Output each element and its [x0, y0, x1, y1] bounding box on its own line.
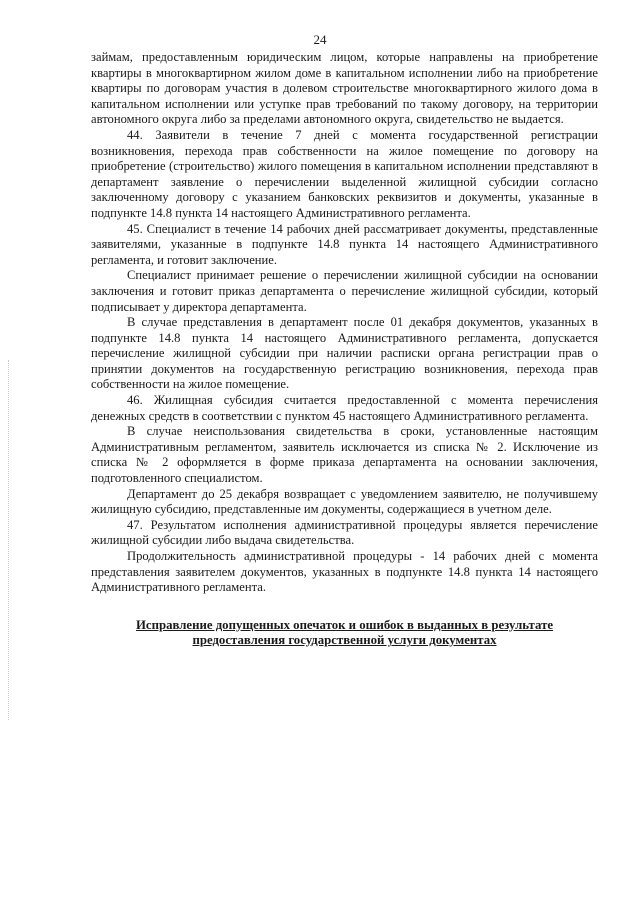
paragraph: займам, предоставленным юридическим лицом, которые направлены на приобретение квартиры в многоквартирном жилом доме в капитальном исполнении либо на приобретение квартиры по договорам участия в долевом строительстве многоквартирного жилого дома в капитальном исполнении или уступке прав требований по такому договору, на территории автономного округа либо за пределами автономного округа, свидетельство не выдается. — [91, 50, 598, 127]
scan-margin-marks — [8, 360, 11, 720]
paragraph-47: 47. Результатом исполнения административной процедуры является перечисление жилищной субсидии либо выдача свидетельства. — [91, 517, 598, 548]
paragraph-45: 45. Специалист в течение 14 рабочих дней рассматривает документы, представленные заявителями, указанные в подпункте 14.8 пункта 14 настоящего Административного регламента, и готовит заключение. — [91, 221, 598, 267]
document-body — [91, 50, 598, 649]
paragraph: В случае неиспользования свидетельства в сроки, установленные настоящим Административным регламентом, заявитель исключается из списка № 2. Исключение из списка № 2 оформляется в форме приказа департамента на основании заключения, подготовленного специалистом. — [91, 424, 598, 486]
paragraph-46: 46. Жилищная субсидия считается предоставленной с момента перечисления денежных средств в соответствии с пунктом 45 настоящего Административного регламента. — [91, 393, 598, 423]
paragraph: В случае представления в департамент после 01 декабря документов, указанных в подпункте 14.8 пункта 14 настоящего Административного регламента, допускается перечисление жилищной субсидии при наличии расписки органа регистрации прав о принятии документов на государственную регистрацию возникновения, перехода прав собственности на жилое помещение. — [91, 315, 598, 392]
paragraph: Департамент до 25 декабря возвращает с уведомлением заявителю, не получившему жилищную субсидию, представленные им документы, содержащиеся в учетном деле. — [91, 486, 598, 517]
paragraph: Специалист принимает решение о перечислении жилищной субсидии на основании заключения и готовит приказ департамента о перечисление жилищной субсидии, который подписывает у директора департамента. — [91, 268, 598, 314]
page-number: 24 — [313, 32, 327, 47]
paragraph-44: 44. Заявители в течение 7 дней с момента государственной регистрации возникновения, перехода прав собственности на жилое помещение по договору на приобретение (строительство) жилого помещения в капитальном исполнении представляют в департамент заявление о перечислении выделенной жилищной субсидии согласно заключенному договору с указанием банковских реквизитов и документы, указанные в подпункте 14.8 пункта 14 настоящего Административного регламента. — [91, 127, 598, 220]
paragraph: Продолжительность административной процедуры - 14 рабочих дней с момента представления заявителем документов, указанных в подпункте 14.8 пункта 14 настоящего Административного регламента. — [91, 549, 598, 595]
section-heading: Исправление допущенных опечаток и ошибок в выданных в результате предоставления государственной услуги документах — [135, 617, 554, 648]
